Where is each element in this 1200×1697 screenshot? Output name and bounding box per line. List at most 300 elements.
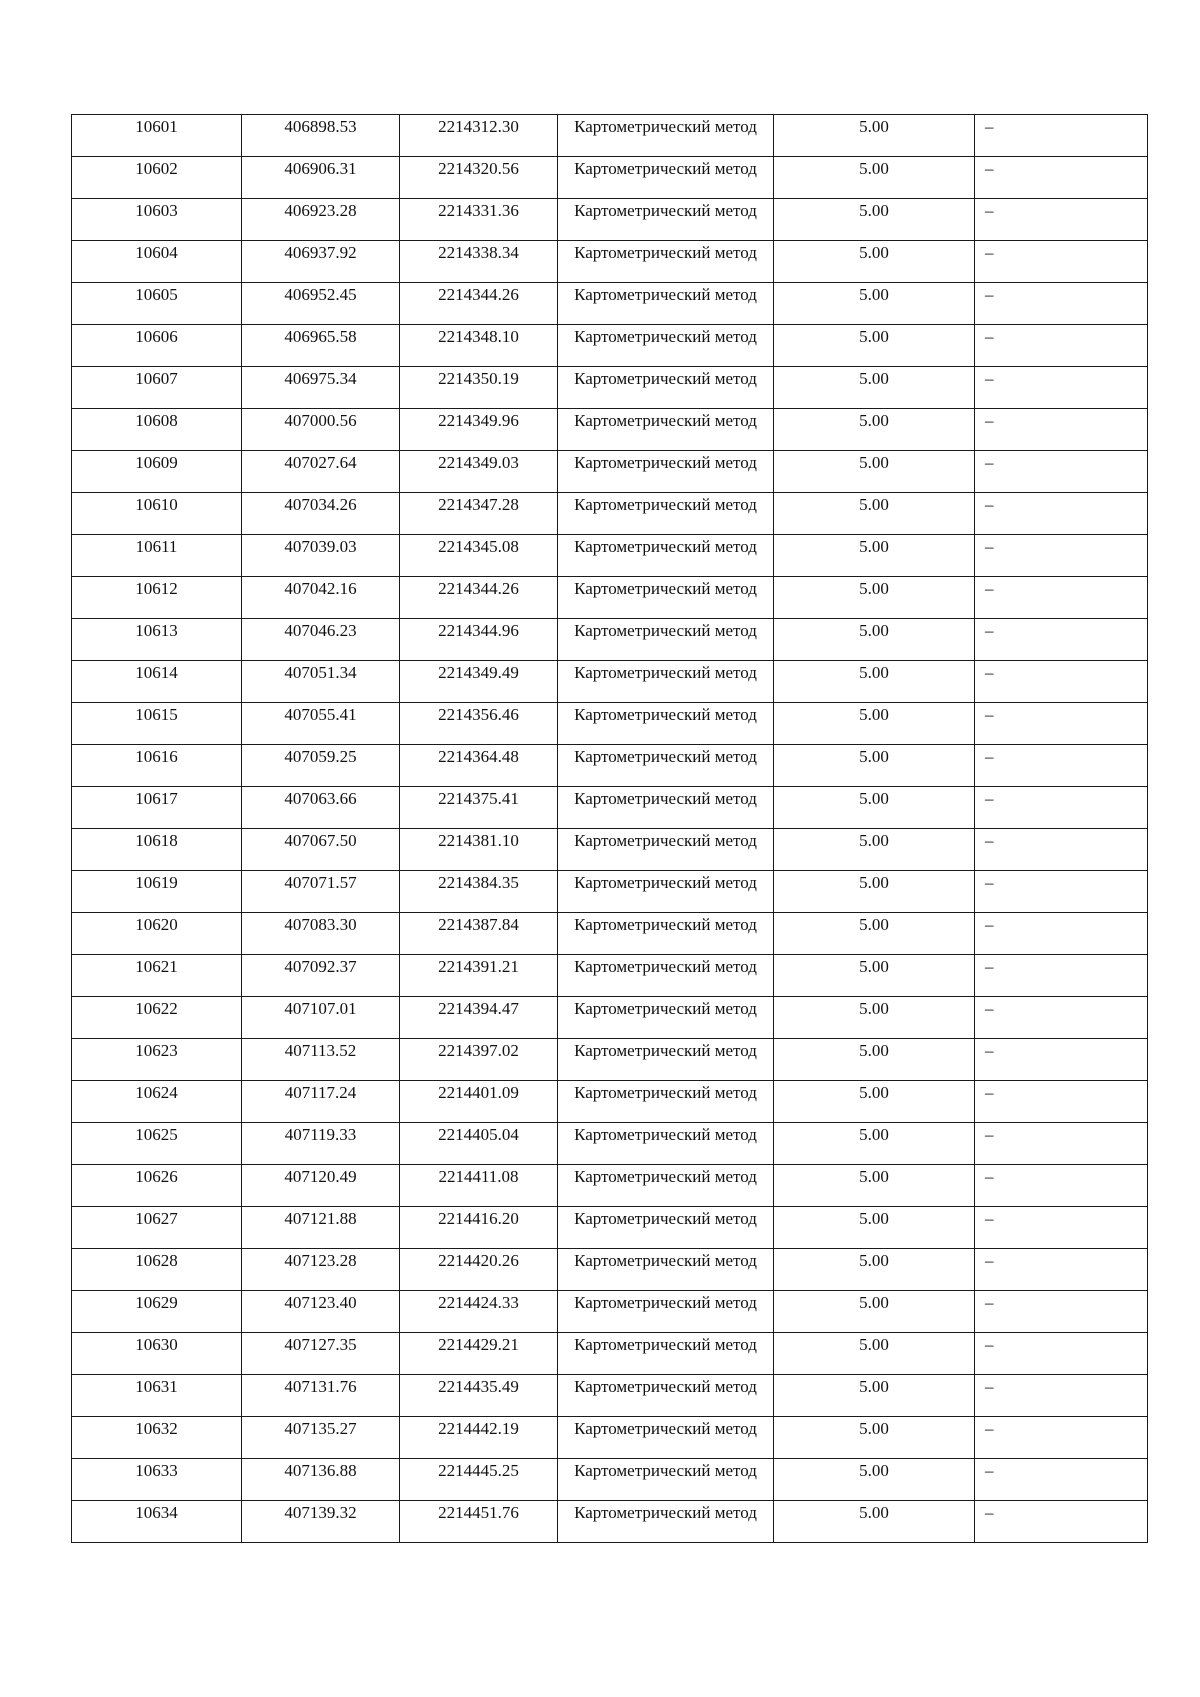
point-number-cell-text: 10630	[135, 1335, 178, 1354]
note-cell	[975, 1081, 1148, 1123]
table-row	[72, 955, 1148, 997]
y-coordinate-cell	[400, 325, 558, 367]
note-cell-text: –	[985, 369, 994, 388]
y-coordinate-cell	[400, 661, 558, 703]
accuracy-cell	[774, 913, 975, 955]
note-cell	[975, 493, 1148, 535]
point-number-cell	[72, 1459, 242, 1501]
note-cell-text: –	[985, 1167, 994, 1186]
point-number-cell-text: 10605	[135, 285, 178, 304]
note-cell-text: –	[985, 915, 994, 934]
y-coordinate-cell	[400, 703, 558, 745]
method-cell-text: Картометрический метод	[574, 1083, 757, 1102]
x-coordinate-cell	[242, 1375, 400, 1417]
accuracy-cell-text: 5.00	[859, 285, 889, 304]
point-number-cell-text: 10614	[135, 663, 178, 682]
point-number-cell-text: 10634	[135, 1503, 178, 1522]
x-coordinate-cell-text: 407067.50	[284, 831, 357, 850]
point-number-cell	[72, 1081, 242, 1123]
accuracy-cell	[774, 703, 975, 745]
x-coordinate-cell	[242, 1081, 400, 1123]
accuracy-cell	[774, 619, 975, 661]
y-coordinate-cell-text: 2214364.48	[438, 747, 519, 766]
y-coordinate-cell-text: 2214320.56	[438, 159, 519, 178]
accuracy-cell	[774, 1039, 975, 1081]
note-cell	[975, 157, 1148, 199]
y-coordinate-cell-text: 2214381.10	[438, 831, 519, 850]
x-coordinate-cell	[242, 1459, 400, 1501]
note-cell	[975, 1375, 1148, 1417]
accuracy-cell	[774, 367, 975, 409]
accuracy-cell-text: 5.00	[859, 789, 889, 808]
note-cell	[975, 955, 1148, 997]
y-coordinate-cell	[400, 787, 558, 829]
method-cell-text: Картометрический метод	[574, 663, 757, 682]
x-coordinate-cell	[242, 955, 400, 997]
point-number-cell-text: 10625	[135, 1125, 178, 1144]
accuracy-cell	[774, 493, 975, 535]
table-row	[72, 535, 1148, 577]
method-cell-text: Картометрический метод	[574, 1461, 757, 1480]
note-cell-text: –	[985, 1377, 994, 1396]
method-cell-text: Картометрический метод	[574, 411, 757, 430]
table-row	[72, 1333, 1148, 1375]
point-number-cell-text: 10602	[135, 159, 178, 178]
method-cell	[558, 115, 774, 157]
point-number-cell-text: 10621	[135, 957, 178, 976]
table-row	[72, 1123, 1148, 1165]
x-coordinate-cell	[242, 1333, 400, 1375]
table-row	[72, 745, 1148, 787]
point-number-cell	[72, 115, 242, 157]
x-coordinate-cell	[242, 745, 400, 787]
note-cell	[975, 703, 1148, 745]
accuracy-cell-text: 5.00	[859, 579, 889, 598]
x-coordinate-cell	[242, 1123, 400, 1165]
x-coordinate-cell	[242, 451, 400, 493]
note-cell	[975, 1207, 1148, 1249]
x-coordinate-cell-text: 407107.01	[284, 999, 357, 1018]
method-cell	[558, 955, 774, 997]
table-row	[72, 913, 1148, 955]
x-coordinate-cell-text: 407123.28	[284, 1251, 357, 1270]
point-number-cell-text: 10601	[135, 117, 178, 136]
note-cell	[975, 1123, 1148, 1165]
accuracy-cell-text: 5.00	[859, 159, 889, 178]
method-cell	[558, 1501, 774, 1543]
method-cell-text: Картометрический метод	[574, 1251, 757, 1270]
note-cell	[975, 1291, 1148, 1333]
note-cell	[975, 535, 1148, 577]
table-row	[72, 829, 1148, 871]
x-coordinate-cell	[242, 787, 400, 829]
x-coordinate-cell-text: 407135.27	[284, 1419, 357, 1438]
table-row	[72, 577, 1148, 619]
point-number-cell-text: 10606	[135, 327, 178, 346]
accuracy-cell	[774, 199, 975, 241]
accuracy-cell	[774, 1249, 975, 1291]
y-coordinate-cell-text: 2214435.49	[438, 1377, 519, 1396]
accuracy-cell	[774, 1417, 975, 1459]
x-coordinate-cell-text: 407039.03	[284, 537, 357, 556]
method-cell-text: Картометрический метод	[574, 621, 757, 640]
y-coordinate-cell	[400, 367, 558, 409]
method-cell-text: Картометрический метод	[574, 1125, 757, 1144]
x-coordinate-cell	[242, 535, 400, 577]
x-coordinate-cell-text: 407059.25	[284, 747, 357, 766]
method-cell	[558, 1249, 774, 1291]
method-cell	[558, 997, 774, 1039]
method-cell-text: Картометрический метод	[574, 705, 757, 724]
y-coordinate-cell-text: 2214348.10	[438, 327, 519, 346]
x-coordinate-cell-text: 407120.49	[284, 1167, 357, 1186]
point-number-cell-text: 10626	[135, 1167, 178, 1186]
note-cell-text: –	[985, 159, 994, 178]
x-coordinate-cell-text: 406898.53	[284, 117, 357, 136]
method-cell	[558, 1165, 774, 1207]
note-cell	[975, 1333, 1148, 1375]
accuracy-cell-text: 5.00	[859, 957, 889, 976]
x-coordinate-cell-text: 406952.45	[284, 285, 357, 304]
accuracy-cell-text: 5.00	[859, 705, 889, 724]
table-row	[72, 619, 1148, 661]
method-cell-text: Картометрический метод	[574, 873, 757, 892]
accuracy-cell	[774, 955, 975, 997]
method-cell-text: Картометрический метод	[574, 369, 757, 388]
table-row	[72, 1207, 1148, 1249]
note-cell-text: –	[985, 621, 994, 640]
x-coordinate-cell	[242, 1417, 400, 1459]
note-cell-text: –	[985, 1083, 994, 1102]
accuracy-cell	[774, 1333, 975, 1375]
method-cell	[558, 1081, 774, 1123]
method-cell-text: Картометрический метод	[574, 999, 757, 1018]
note-cell	[975, 283, 1148, 325]
table-row	[72, 787, 1148, 829]
y-coordinate-cell	[400, 199, 558, 241]
method-cell	[558, 1123, 774, 1165]
y-coordinate-cell-text: 2214344.26	[438, 285, 519, 304]
table-row	[72, 1039, 1148, 1081]
table-row	[72, 283, 1148, 325]
point-number-cell-text: 10612	[135, 579, 178, 598]
accuracy-cell-text: 5.00	[859, 621, 889, 640]
method-cell	[558, 241, 774, 283]
y-coordinate-cell-text: 2214349.03	[438, 453, 519, 472]
x-coordinate-cell-text: 407127.35	[284, 1335, 357, 1354]
y-coordinate-cell	[400, 745, 558, 787]
y-coordinate-cell	[400, 1123, 558, 1165]
note-cell	[975, 997, 1148, 1039]
table-row	[72, 997, 1148, 1039]
y-coordinate-cell-text: 2214394.47	[438, 999, 519, 1018]
point-number-cell-text: 10609	[135, 453, 178, 472]
x-coordinate-cell-text: 406975.34	[284, 369, 357, 388]
point-number-cell-text: 10611	[135, 537, 178, 556]
note-cell-text: –	[985, 495, 994, 514]
accuracy-cell	[774, 1459, 975, 1501]
y-coordinate-cell	[400, 283, 558, 325]
point-number-cell	[72, 1501, 242, 1543]
table-row	[72, 367, 1148, 409]
accuracy-cell	[774, 997, 975, 1039]
method-cell	[558, 871, 774, 913]
x-coordinate-cell-text: 407027.64	[284, 453, 357, 472]
y-coordinate-cell-text: 2214345.08	[438, 537, 519, 556]
accuracy-cell-text: 5.00	[859, 1419, 889, 1438]
note-cell-text: –	[985, 705, 994, 724]
x-coordinate-cell	[242, 325, 400, 367]
note-cell	[975, 409, 1148, 451]
accuracy-cell	[774, 115, 975, 157]
y-coordinate-cell-text: 2214429.21	[438, 1335, 519, 1354]
point-number-cell	[72, 325, 242, 367]
accuracy-cell-text: 5.00	[859, 327, 889, 346]
x-coordinate-cell	[242, 1207, 400, 1249]
x-coordinate-cell	[242, 871, 400, 913]
table-row	[72, 1291, 1148, 1333]
y-coordinate-cell	[400, 535, 558, 577]
y-coordinate-cell-text: 2214401.09	[438, 1083, 519, 1102]
note-cell	[975, 1417, 1148, 1459]
y-coordinate-cell	[400, 1375, 558, 1417]
method-cell-text: Картометрический метод	[574, 1293, 757, 1312]
x-coordinate-cell-text: 407000.56	[284, 411, 357, 430]
accuracy-cell	[774, 1375, 975, 1417]
note-cell	[975, 241, 1148, 283]
point-number-cell-text: 10629	[135, 1293, 178, 1312]
method-cell	[558, 745, 774, 787]
point-number-cell-text: 10624	[135, 1083, 178, 1102]
method-cell	[558, 703, 774, 745]
table-row	[72, 157, 1148, 199]
y-coordinate-cell	[400, 1249, 558, 1291]
point-number-cell	[72, 493, 242, 535]
y-coordinate-cell	[400, 829, 558, 871]
table-row	[72, 871, 1148, 913]
method-cell	[558, 1207, 774, 1249]
accuracy-cell	[774, 1165, 975, 1207]
accuracy-cell	[774, 1123, 975, 1165]
point-number-cell	[72, 997, 242, 1039]
y-coordinate-cell-text: 2214312.30	[438, 117, 519, 136]
accuracy-cell-text: 5.00	[859, 1461, 889, 1480]
y-coordinate-cell	[400, 955, 558, 997]
point-number-cell-text: 10616	[135, 747, 178, 766]
accuracy-cell	[774, 325, 975, 367]
note-cell-text: –	[985, 873, 994, 892]
accuracy-cell-text: 5.00	[859, 1083, 889, 1102]
point-number-cell-text: 10604	[135, 243, 178, 262]
x-coordinate-cell-text: 406906.31	[284, 159, 357, 178]
x-coordinate-cell-text: 407131.76	[284, 1377, 357, 1396]
point-number-cell	[72, 577, 242, 619]
x-coordinate-cell-text: 407042.16	[284, 579, 357, 598]
point-number-cell	[72, 367, 242, 409]
accuracy-cell-text: 5.00	[859, 453, 889, 472]
y-coordinate-cell-text: 2214347.28	[438, 495, 519, 514]
accuracy-cell	[774, 1291, 975, 1333]
note-cell-text: –	[985, 579, 994, 598]
accuracy-cell-text: 5.00	[859, 201, 889, 220]
y-coordinate-cell	[400, 913, 558, 955]
x-coordinate-cell-text: 407046.23	[284, 621, 357, 640]
point-number-cell-text: 10631	[135, 1377, 178, 1396]
y-coordinate-cell	[400, 577, 558, 619]
y-coordinate-cell	[400, 1039, 558, 1081]
accuracy-cell	[774, 661, 975, 703]
y-coordinate-cell	[400, 157, 558, 199]
method-cell	[558, 1459, 774, 1501]
x-coordinate-cell	[242, 283, 400, 325]
x-coordinate-cell	[242, 157, 400, 199]
y-coordinate-cell-text: 2214338.34	[438, 243, 519, 262]
method-cell-text: Картометрический метод	[574, 915, 757, 934]
x-coordinate-cell-text: 407121.88	[284, 1209, 357, 1228]
method-cell	[558, 451, 774, 493]
method-cell	[558, 367, 774, 409]
x-coordinate-cell-text: 407119.33	[284, 1125, 357, 1144]
note-cell	[975, 367, 1148, 409]
method-cell-text: Картометрический метод	[574, 285, 757, 304]
method-cell	[558, 913, 774, 955]
table-row	[72, 493, 1148, 535]
method-cell-text: Картометрический метод	[574, 579, 757, 598]
y-coordinate-cell	[400, 1417, 558, 1459]
y-coordinate-cell	[400, 1165, 558, 1207]
method-cell	[558, 157, 774, 199]
accuracy-cell-text: 5.00	[859, 1251, 889, 1270]
point-number-cell	[72, 1165, 242, 1207]
note-cell-text: –	[985, 1335, 994, 1354]
point-number-cell	[72, 619, 242, 661]
y-coordinate-cell-text: 2214442.19	[438, 1419, 519, 1438]
x-coordinate-cell	[242, 1291, 400, 1333]
table-row	[72, 1501, 1148, 1543]
y-coordinate-cell	[400, 409, 558, 451]
accuracy-cell-text: 5.00	[859, 1209, 889, 1228]
method-cell	[558, 1333, 774, 1375]
y-coordinate-cell-text: 2214356.46	[438, 705, 519, 724]
table-row	[72, 1459, 1148, 1501]
method-cell-text: Картометрический метод	[574, 747, 757, 766]
point-number-cell-text: 10615	[135, 705, 178, 724]
y-coordinate-cell-text: 2214349.96	[438, 411, 519, 430]
point-number-cell	[72, 703, 242, 745]
y-coordinate-cell-text: 2214416.20	[438, 1209, 519, 1228]
accuracy-cell	[774, 1081, 975, 1123]
accuracy-cell	[774, 871, 975, 913]
x-coordinate-cell	[242, 829, 400, 871]
note-cell	[975, 745, 1148, 787]
method-cell-text: Картометрический метод	[574, 1419, 757, 1438]
method-cell-text: Картометрический метод	[574, 1335, 757, 1354]
y-coordinate-cell-text: 2214349.49	[438, 663, 519, 682]
x-coordinate-cell-text: 407113.52	[284, 1041, 357, 1060]
note-cell	[975, 577, 1148, 619]
note-cell-text: –	[985, 747, 994, 766]
method-cell	[558, 829, 774, 871]
method-cell	[558, 409, 774, 451]
point-number-cell	[72, 535, 242, 577]
note-cell	[975, 199, 1148, 241]
table-row	[72, 1375, 1148, 1417]
x-coordinate-cell-text: 407083.30	[284, 915, 357, 934]
accuracy-cell-text: 5.00	[859, 747, 889, 766]
note-cell	[975, 451, 1148, 493]
point-number-cell-text: 10608	[135, 411, 178, 430]
point-number-cell	[72, 451, 242, 493]
accuracy-cell	[774, 577, 975, 619]
accuracy-cell-text: 5.00	[859, 999, 889, 1018]
y-coordinate-cell-text: 2214391.21	[438, 957, 519, 976]
method-cell	[558, 535, 774, 577]
y-coordinate-cell	[400, 1081, 558, 1123]
accuracy-cell-text: 5.00	[859, 1041, 889, 1060]
method-cell-text: Картометрический метод	[574, 789, 757, 808]
x-coordinate-cell	[242, 913, 400, 955]
x-coordinate-cell	[242, 199, 400, 241]
note-cell-text: –	[985, 201, 994, 220]
point-number-cell-text: 10622	[135, 999, 178, 1018]
method-cell-text: Картометрический метод	[574, 1503, 757, 1522]
point-number-cell-text: 10613	[135, 621, 178, 640]
x-coordinate-cell	[242, 703, 400, 745]
table-row	[72, 199, 1148, 241]
note-cell	[975, 787, 1148, 829]
accuracy-cell-text: 5.00	[859, 243, 889, 262]
x-coordinate-cell-text: 407071.57	[284, 873, 357, 892]
y-coordinate-cell	[400, 241, 558, 283]
note-cell	[975, 619, 1148, 661]
note-cell-text: –	[985, 453, 994, 472]
accuracy-cell-text: 5.00	[859, 1335, 889, 1354]
point-number-cell	[72, 1333, 242, 1375]
accuracy-cell-text: 5.00	[859, 411, 889, 430]
note-cell	[975, 913, 1148, 955]
accuracy-cell	[774, 241, 975, 283]
x-coordinate-cell	[242, 661, 400, 703]
x-coordinate-cell-text: 406965.58	[284, 327, 357, 346]
point-number-cell-text: 10603	[135, 201, 178, 220]
x-coordinate-cell	[242, 115, 400, 157]
x-coordinate-cell	[242, 409, 400, 451]
x-coordinate-cell	[242, 997, 400, 1039]
note-cell-text: –	[985, 1041, 994, 1060]
method-cell-text: Картометрический метод	[574, 243, 757, 262]
method-cell-text: Картометрический метод	[574, 117, 757, 136]
point-number-cell	[72, 283, 242, 325]
x-coordinate-cell	[242, 619, 400, 661]
note-cell-text: –	[985, 663, 994, 682]
accuracy-cell-text: 5.00	[859, 495, 889, 514]
method-cell	[558, 1375, 774, 1417]
note-cell-text: –	[985, 1125, 994, 1144]
table-row	[72, 1417, 1148, 1459]
accuracy-cell-text: 5.00	[859, 117, 889, 136]
method-cell-text: Картометрический метод	[574, 957, 757, 976]
y-coordinate-cell-text: 2214387.84	[438, 915, 519, 934]
note-cell-text: –	[985, 999, 994, 1018]
point-number-cell	[72, 1291, 242, 1333]
accuracy-cell-text: 5.00	[859, 1125, 889, 1144]
y-coordinate-cell	[400, 871, 558, 913]
point-number-cell-text: 10618	[135, 831, 178, 850]
method-cell-text: Картометрический метод	[574, 1209, 757, 1228]
x-coordinate-cell	[242, 367, 400, 409]
x-coordinate-cell	[242, 1249, 400, 1291]
y-coordinate-cell-text: 2214331.36	[438, 201, 519, 220]
